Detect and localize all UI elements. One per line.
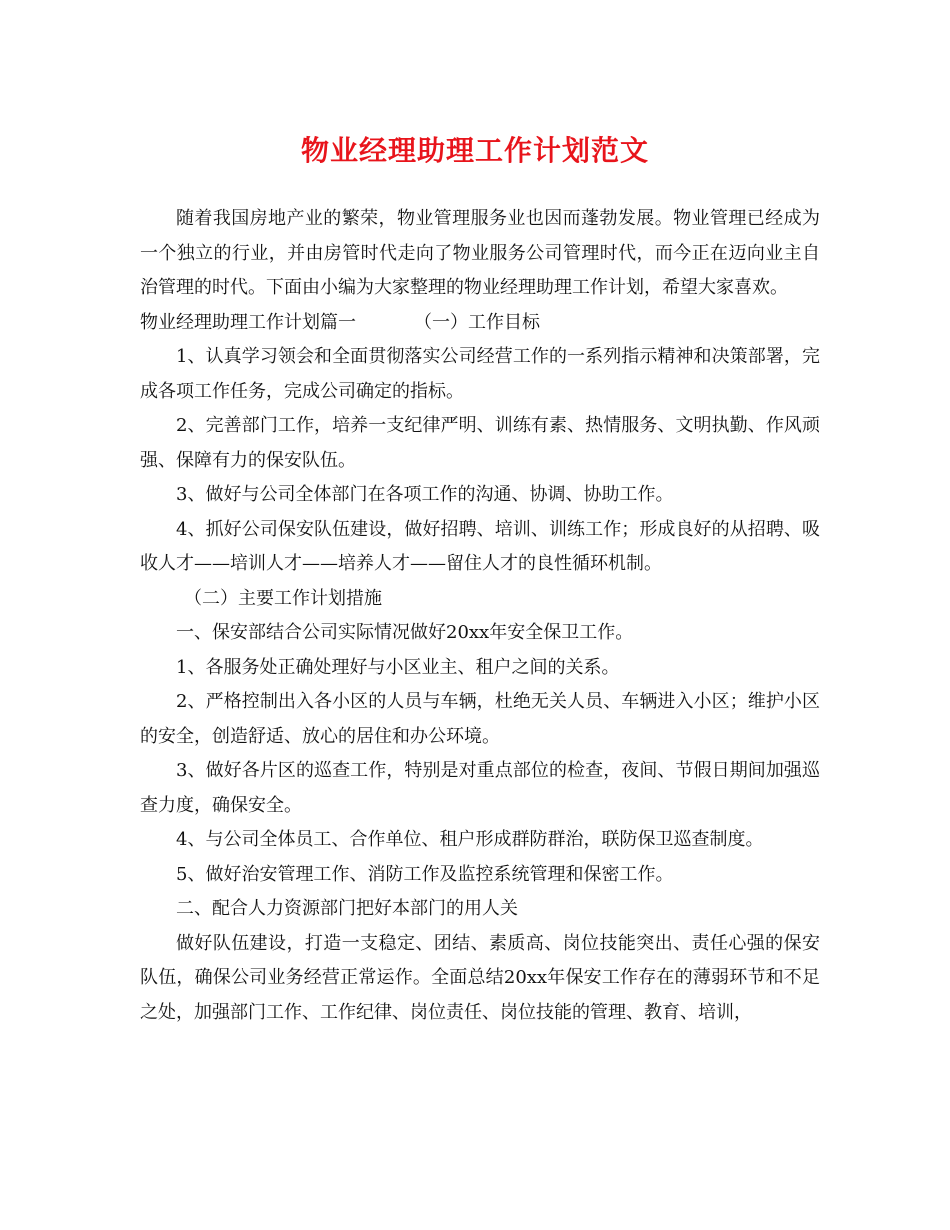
- measure-one-heading: 一、保安部结合公司实际情况做好20xx年安全保卫工作。: [176, 622, 634, 643]
- goal-item: 2、完善部门工作，培养一支纪律严明、训练有素、热情服务、文明执勤、作风顽强、保障有力的保安队伍。: [140, 415, 820, 471]
- measure-one-item: 4、与公司全体员工、合作单位、租户形成群防群治，联防保卫巡查制度。: [176, 829, 764, 850]
- measure-two-paragraph: 做好队伍建设，打造一支稳定、团结、素质高、岗位技能突出、责任心强的保安队伍，确保公司业务经营正常运作。全面总结20xx年保安工作存在的薄弱环节和不足之处，加强部门工作、工作纪律、岗位责任、岗位技能的管理、教育、培训，: [140, 932, 820, 1023]
- section-line: [140, 306, 820, 341]
- goal-item: 1、认真学习领会和全面贯彻落实公司经营工作的一系列指示精神和决策部署，完成各项工作任务，完成公司确定的指标。: [140, 346, 820, 402]
- measure-one-item: 1、各服务处正确处理好与小区业主、租户之间的关系。: [176, 656, 620, 678]
- document-body: [140, 202, 820, 1030]
- intro-paragraph: 随着我国房地产业的繁荣，物业管理服务业也因而蓬勃发展。物业管理已经成为一个独立的行业，并由房管时代走向了物业服务公司管理时代，而今正在迈向业主自治管理的时代。下面由小编为大家整理的物业经理助理工作计划，希望大家喜欢。: [140, 208, 820, 298]
- section-heading: （一）工作目标: [414, 311, 540, 333]
- measure-one-item: 5、做好治安管理工作、消防工作及监控系统管理和保密工作。: [176, 863, 674, 885]
- section-label: 物业经理助理工作计划篇一: [140, 311, 356, 333]
- measure-one-item: 2、严格控制出入各小区的人员与车辆，杜绝无关人员、车辆进入小区；维护小区的安全，创造舒适、放心的居住和办公环境。: [140, 691, 820, 747]
- measures-heading: （二）主要工作计划措施: [184, 587, 382, 609]
- measure-one-item: 3、做好各片区的巡查工作，特别是对重点部位的检查，夜间、节假日期间加强巡查力度，确保安全。: [140, 760, 820, 816]
- document-title: 物业经理助理工作计划范文: [300, 134, 649, 167]
- goal-item: 4、抓好公司保安队伍建设，做好招聘、培训、训练工作；形成良好的从招聘、吸收人才——培训人才——培养人才——留住人才的良性循环机制。: [140, 518, 820, 574]
- goal-item: 3、做好与公司全体部门在各项工作的沟通、协调、协助工作。: [176, 484, 674, 505]
- measure-two-heading: 二、配合人力资源部门把好本部门的用人关: [176, 898, 518, 919]
